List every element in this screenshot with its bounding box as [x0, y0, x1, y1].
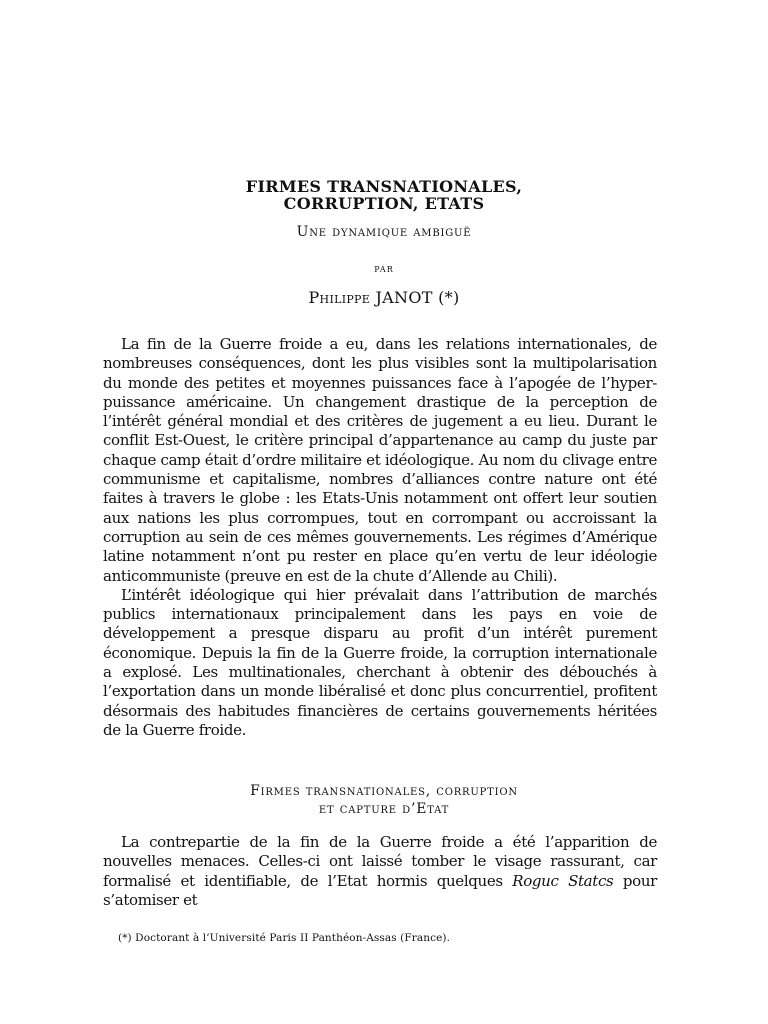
article-title-line-2: CORRUPTION, ETATS	[283, 194, 485, 213]
section-text	[103, 833, 657, 910]
intro-text	[103, 335, 657, 740]
paragraph-3-end: pour s’atomiser et	[103, 871, 657, 909]
rogue-states-term: Roguc Statcs	[512, 871, 614, 890]
paragraph-3	[103, 833, 657, 910]
section-heading-line-2: et capture d’Etat	[318, 801, 450, 817]
article-subtitle: Une dynamique ambiguë	[296, 224, 472, 240]
author-last-name: JANOT (*)	[375, 288, 460, 307]
section-heading-line-1: Firmes transnationales, corruption	[250, 783, 518, 799]
article-title-line-1: FIRMES TRANSNATIONALES,	[245, 177, 523, 196]
footnote: (*) Doctorant à l’Université Paris II Panthéon-Assas (France).	[118, 932, 451, 944]
paragraph-2: L’intérêt idéologique qui hier prévalait dans l’attribution de marchés publics internationaux principalement dans les pays en voie de développement a presque disparu au profit d’un intérêt purement économique. Depuis la fin de la Guerre froide, la corruption internationale a explosé. Les multinationales, cherchant à obtenir des débouchés à l’exportation dans un monde libéralisé et donc plus concurrentiel, profitent désormais des habitudes financières de certains gouvernements héritées de la Guerre froide.	[103, 585, 657, 739]
paragraph-1: La fin de la Guerre froide a eu, dans les relations internationales, de nombreuses conséquences, dont les plus visibles sont la multipolarisation du monde des petites et moyennes puissances face à l’apogée de l’hyper-puissance américaine. Un changement drastique de la perception de l’intérêt général mondial et des critères de jugement a eu lieu. Durant le conflit Est-Ouest, le critère principal d’appartenance au camp du juste par chaque camp était d’ordre militaire et idéologique. Au nom du clivage entre communisme et capitalisme, nombres d’alliances contre nature ont été faites à travers le globe : les Etats-Unis notamment ont offert leur soutien aux nations les plus corrompues, tout en corrompant ou accroissant la corruption au sein de ces mêmes gouvernements. Les régimes d’Amérique latine notamment n’ont pu rester en place qu’en vertu de leur idéologie anticommuniste (preuve en est de la chute d’Allende au Chili).	[103, 335, 657, 585]
author-name	[0, 288, 768, 307]
paragraph-3-start: La contrepartie de la fin de la Guerre froide a été l’apparition de nouvelles menaces. Celles-ci ont laissé tomber le visage rassurant, car formalisé et identifiable, de l’Etat hormis quelques	[103, 833, 657, 890]
by-line-par: par	[374, 262, 394, 275]
author-first-name: Philippe	[308, 288, 371, 307]
